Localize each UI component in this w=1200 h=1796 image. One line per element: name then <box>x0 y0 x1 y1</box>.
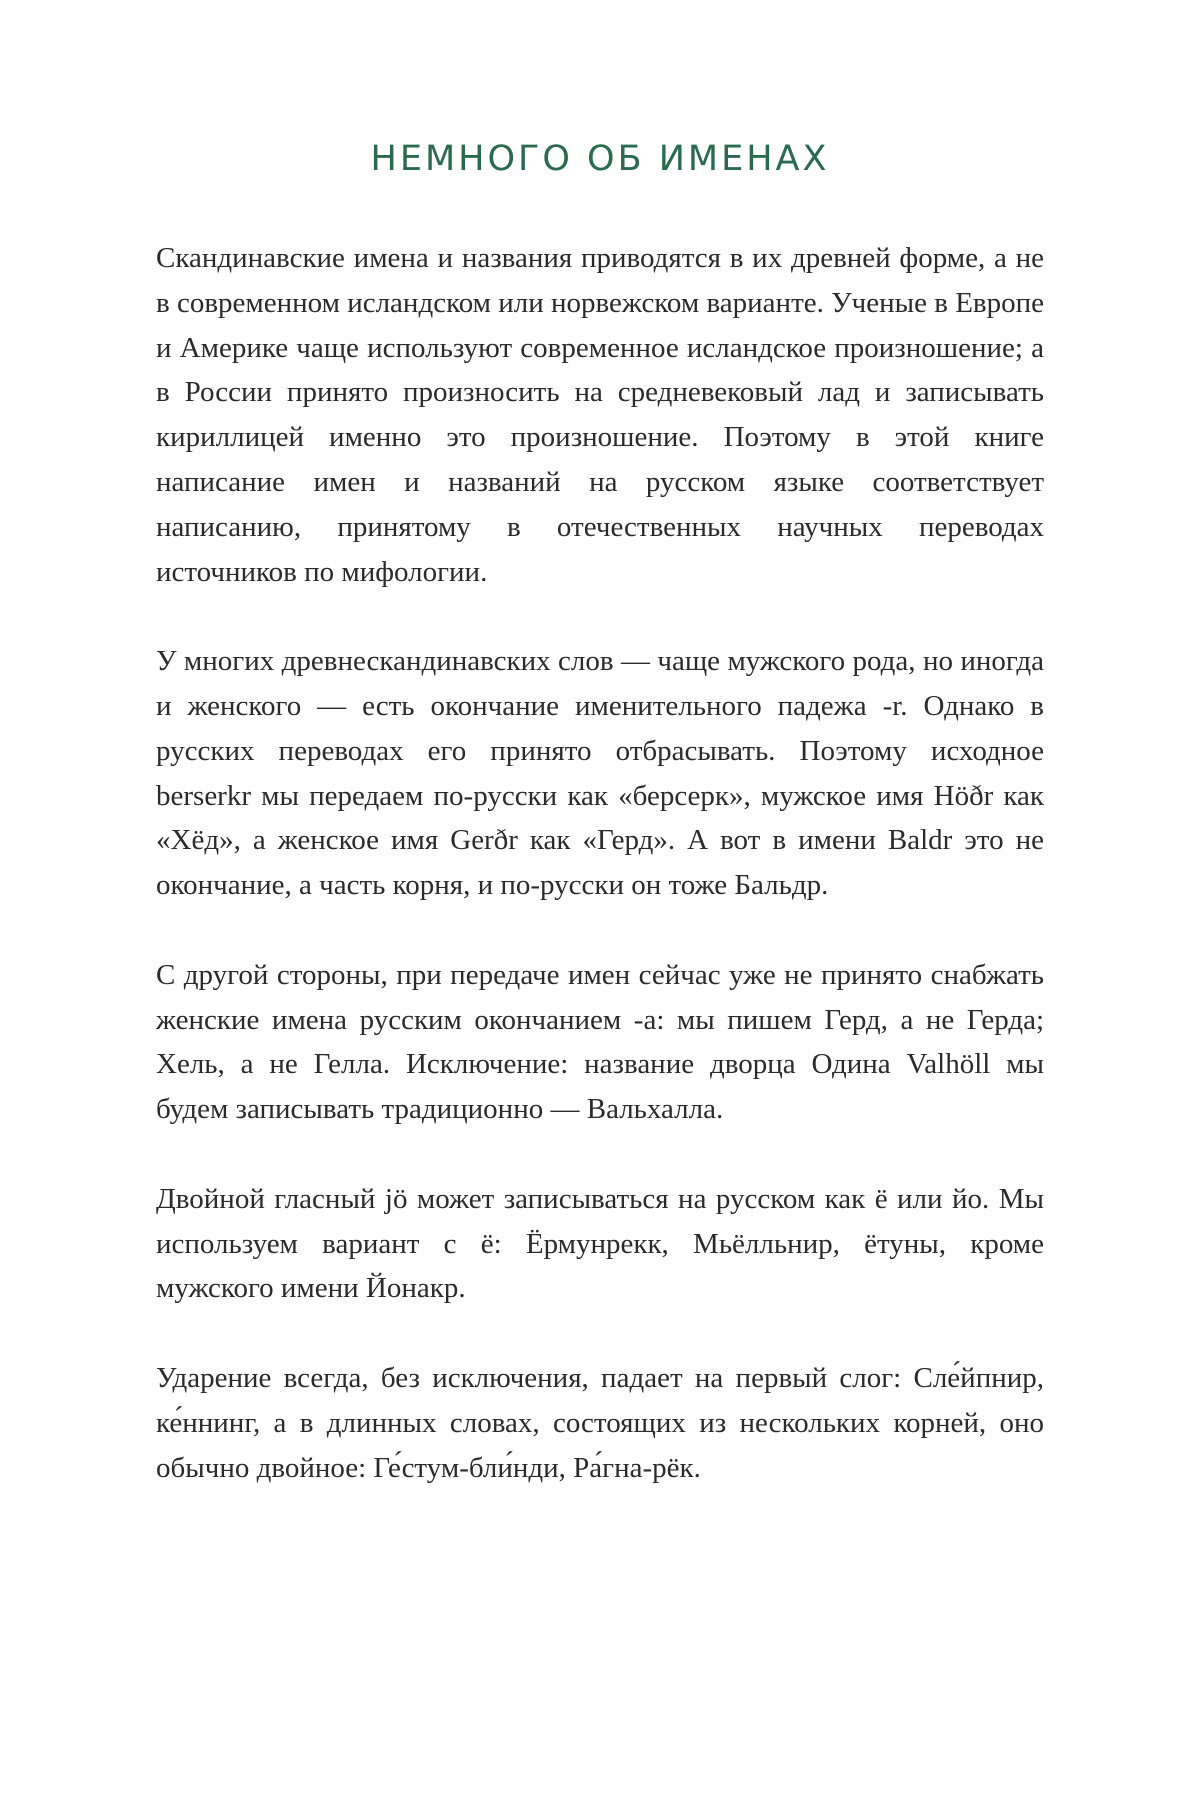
paragraph-3: С другой стороны, при передаче имен сейчас уже не принято снабжать женские имена русским окончанием -а: мы пишем Герд, а не Герда; Хель, а не Гелла. Исключение: название дворца Одина Valhöll мы будем записывать традиционно — Вальхалла. <box>156 958 1044 1126</box>
paragraph-4: Двойной гласный jö может записываться на русском как ё или йо. Мы используем вариант с ё: Ёрмунрекк, Мьёлльнир, ётуны, кроме мужского имени Йонакр. <box>156 1182 1044 1305</box>
page-body <box>156 236 1044 1490</box>
paragraph-2: У многих древнескандинавских слов — чаще мужского рода, но иногда и женского — есть окончание именительного падежа -r. Однако в русских переводах его принято отбрасывать. Поэтому исходное berserkr мы передаем по-русски как «берсерк», мужское имя Höðr как «Хёд», а женское имя Gerðr как «Герд». А вот в имени Baldr это не окончание, а часть корня, и по-русски он тоже Бальдр. <box>156 645 1044 902</box>
page-title: НЕМНОГО ОБ ИМЕНАХ <box>370 139 830 179</box>
paragraph-5: Ударение всегда, без исключения, падает на первый слог: Сле́йпнир, ке́ннинг, а в длинных словах, состоящих из нескольких корней, оно обычно двойное: Ге́стум-бли́нди, Ра́гна-рёк. <box>156 1361 1044 1484</box>
paragraph-1: Скандинавские имена и названия приводятся в их древней форме, а не в современном исландском или норвежском варианте. Ученые в Европе и Америке чаще используют современное исландское произношение; а в России принято произносить на средневековый лад и записывать кириллицей именно это произношение. Поэтому в этой книге написание имен и названий на русском языке соответствует написанию, принятому в отечественных научных переводах источников по мифологии. <box>156 242 1044 588</box>
